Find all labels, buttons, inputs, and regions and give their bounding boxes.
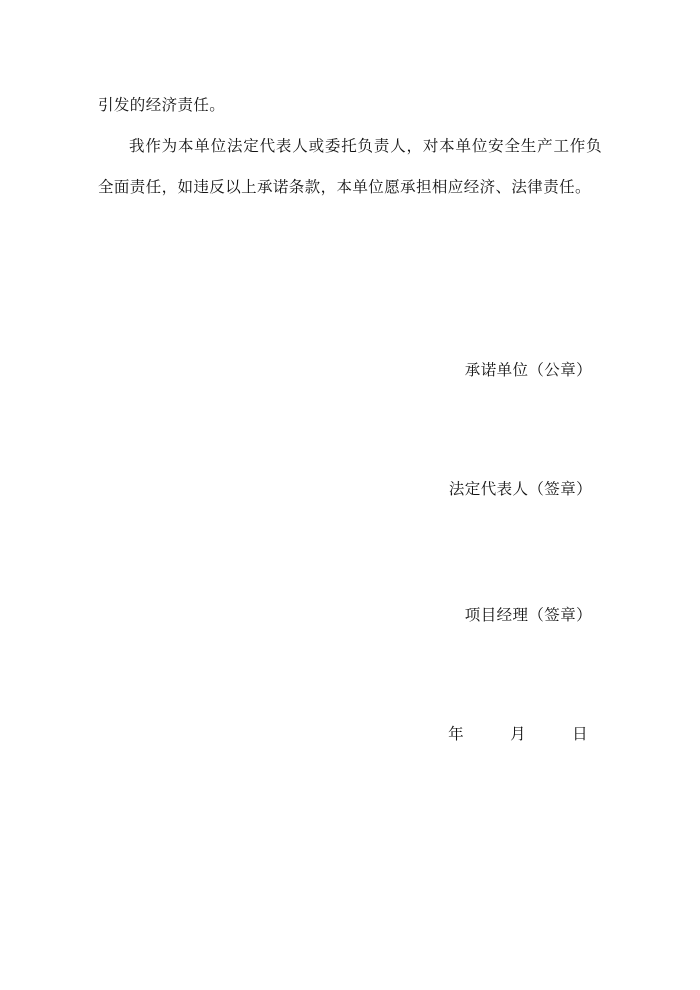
body-text-block [98, 85, 602, 208]
date-day-label: 日 [572, 725, 588, 743]
date-year-label: 年 [448, 725, 464, 743]
date-line [98, 722, 602, 744]
date-month-label: 月 [510, 725, 526, 743]
signature-block [98, 358, 602, 744]
paragraph-continuation: 引发的经济责任。 [98, 96, 226, 114]
signature-legal-representative: 法定代表人（签章） [448, 480, 592, 498]
paragraph-commitment: 我作为本单位法定代表人或委托负责人，对本单位安全生产工作负全面责任，如违反以上承诺条款，本单位愿承担相应经济、法律责任。 [98, 137, 602, 196]
signature-project-manager: 项目经理（签章） [464, 606, 592, 624]
signature-committing-unit: 承诺单位（公章） [464, 361, 592, 379]
